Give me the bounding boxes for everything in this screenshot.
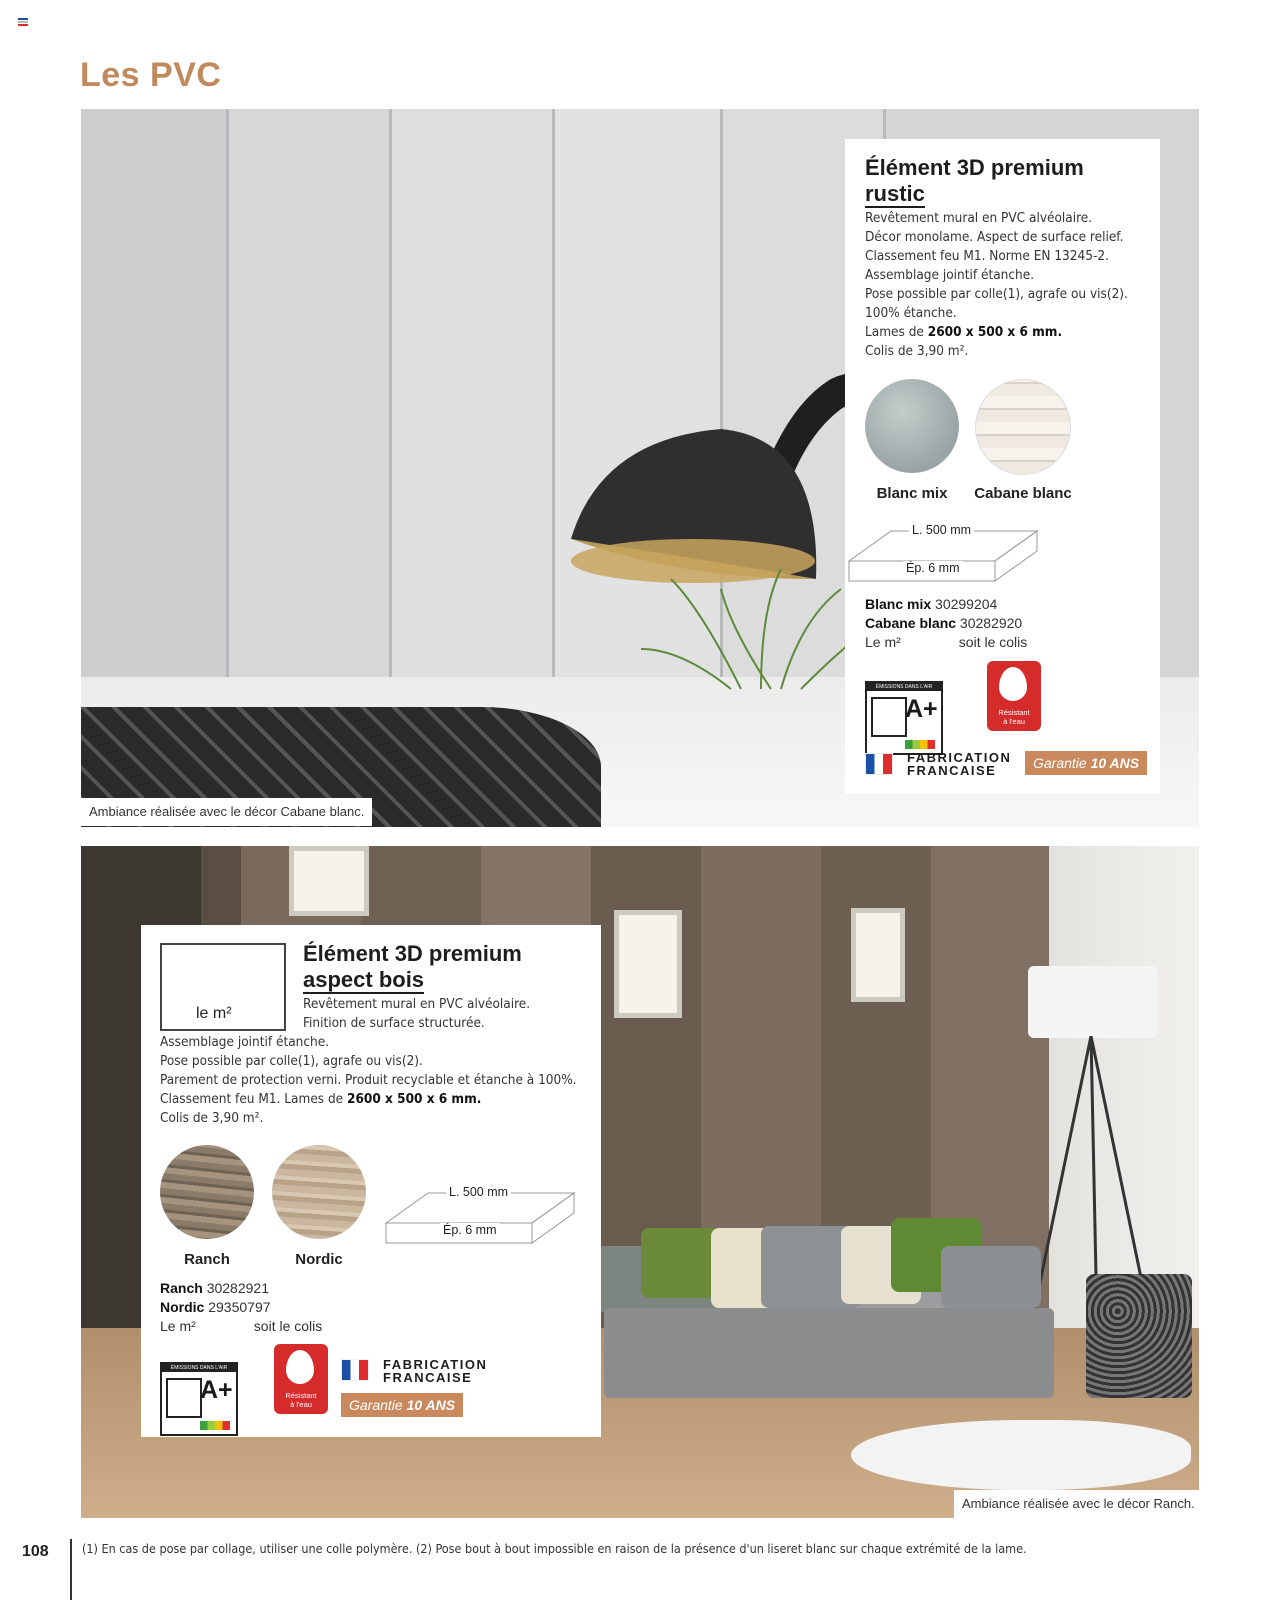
swatch-cabane-blanc[interactable] xyxy=(975,379,1071,475)
swatch-ranch[interactable] xyxy=(160,1145,254,1239)
product-card-aspect-bois xyxy=(141,925,601,1437)
page-number: 108 xyxy=(22,1543,49,1560)
photo1-caption: Ambiance réalisée avec le décor Cabane blanc. xyxy=(81,798,372,826)
product-title: Élément 3D premium aspect bois xyxy=(303,941,522,992)
top-corner-mark xyxy=(18,18,28,25)
side-stool xyxy=(1086,1274,1192,1398)
swatch-label: Nordic xyxy=(295,1251,343,1268)
product-description-top: Revêtement mural en PVC alvéolaire. Finition de surface structurée. xyxy=(303,996,531,1031)
wall-frame xyxy=(614,910,682,1018)
eco-emission-label: ÉMISSIONS DANS L'AIR INTÉRIEUR A+ xyxy=(160,1362,238,1436)
product-title: Élément 3D premium rustic xyxy=(865,155,1084,206)
garantie-badge: Garantie 10 ANS xyxy=(341,1393,463,1417)
product-description: Assemblage jointif étanche. Pose possible par colle(1), agrafe ou vis(2). Parement de protection verni. Produit recyclable et étanche à 100%. Classement feu M1. Lames de 2600 x 500 x 6 mm. Colis de 3,90 m². xyxy=(160,1034,577,1126)
page-title: Les PVC xyxy=(80,56,222,94)
footnote: (1) En cas de pose par collage, utiliser une colle polymère. (2) Pose bout à bout impossible en raison de la présence d'un liseret blanc sur chaque extrémité de la lame. xyxy=(82,1541,1027,1556)
photo2-caption: Ambiance réalisée avec le décor Ranch. xyxy=(954,1490,1203,1518)
garantie-badge: Garantie 10 ANS xyxy=(1025,751,1147,775)
product-codes: Blanc mix 30299204 Cabane blanc 30282920 Le m² soit le colis xyxy=(865,596,1028,650)
dimension-diagram: L. 500 mm Ép. 6 mm xyxy=(384,1179,584,1251)
swatch-label: Cabane blanc xyxy=(974,485,1072,502)
french-flag-icon xyxy=(341,1359,369,1381)
product-description: Revêtement mural en PVC alvéolaire. Décor monolame. Aspect de surface relief. Classement feu M1. Norme EN 13245-2. Assemblage jointif étanche. Pose possible par colle(1), agrafe ou vis(2). 100% étanche. Lames de 2600 x 500 x 6 mm. Colis de 3,90 m². xyxy=(865,210,1128,359)
swatch-label: Blanc mix xyxy=(876,485,948,502)
fabrication-francaise: FABRICATION FRANCAISE xyxy=(907,750,1012,778)
price-box: le m² xyxy=(160,943,286,1031)
house-icon xyxy=(166,1378,202,1418)
swatch-blanc-mix[interactable] xyxy=(865,379,959,473)
emission-scale-bar xyxy=(200,1421,230,1430)
water-resistant-badge: Résistant à l'eau xyxy=(274,1344,328,1414)
french-flag-icon xyxy=(865,753,893,775)
swatch-label: Ranch xyxy=(184,1251,230,1268)
footer-divider xyxy=(70,1539,72,1600)
emission-scale-bar xyxy=(905,740,935,749)
house-icon xyxy=(871,697,907,737)
water-resistant-badge: Résistant à l'eau xyxy=(987,661,1041,731)
water-drop-icon xyxy=(286,1350,314,1384)
eco-emission-label: ÉMISSIONS DANS L'AIR INTÉRIEUR A+ xyxy=(865,681,943,755)
floor-lamp xyxy=(1028,966,1158,1038)
pillow xyxy=(941,1246,1041,1308)
product-card-rustic xyxy=(845,139,1160,794)
water-drop-icon xyxy=(999,667,1027,701)
wall-frame xyxy=(289,846,369,916)
dimension-diagram: L. 500 mm Ép. 6 mm xyxy=(847,517,1047,589)
product-codes: Ranch 30282921 Nordic 29350797 Le m² soit le colis xyxy=(160,1280,323,1334)
swatch-nordic[interactable] xyxy=(272,1145,366,1239)
wall-frame xyxy=(851,908,905,1002)
fur-rug xyxy=(851,1420,1191,1490)
fabrication-francaise: FABRICATION FRANCAISE xyxy=(383,1357,488,1385)
